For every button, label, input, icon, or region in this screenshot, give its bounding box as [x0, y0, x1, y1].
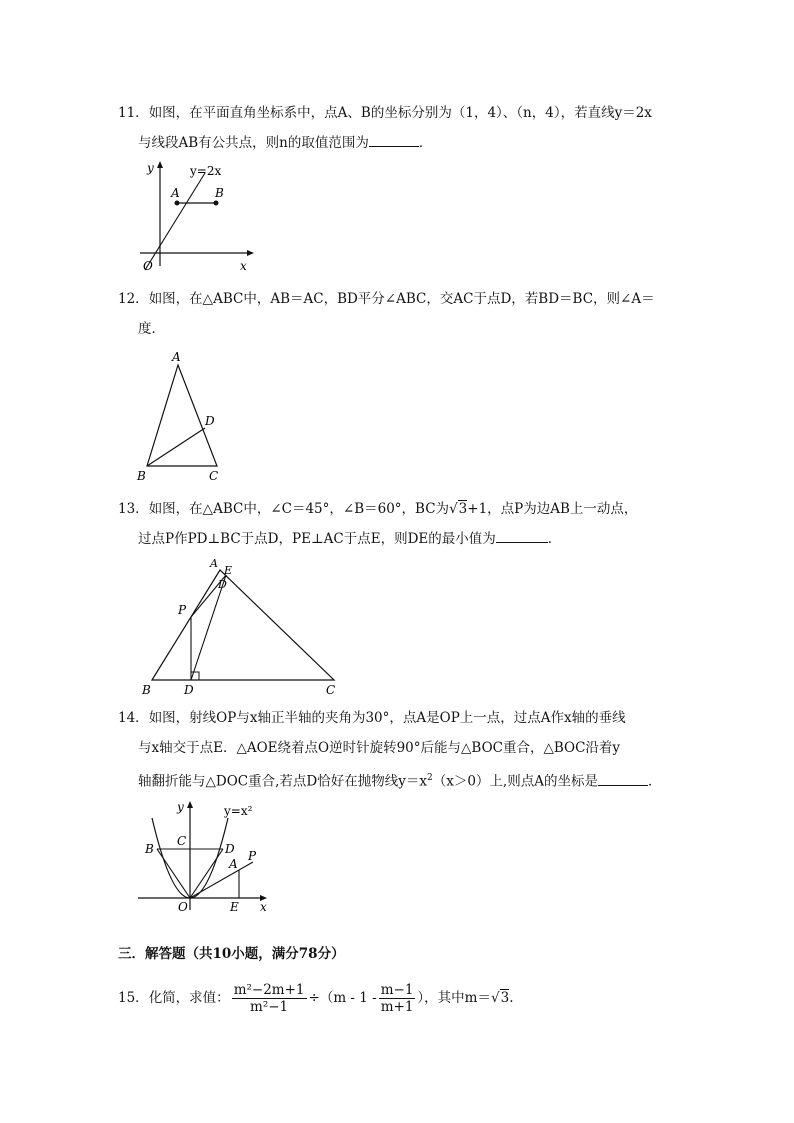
label-c: C [177, 834, 187, 848]
label-o: O [143, 259, 153, 273]
fraction-1 [232, 982, 307, 1015]
question-text-line2: 度． [138, 321, 165, 337]
point-b [214, 201, 219, 206]
label-y: y [147, 161, 154, 175]
question-middle: ÷（m - 1 - [308, 990, 377, 1006]
segment-od [190, 849, 223, 898]
label-e: E [224, 564, 233, 577]
label-curve: y=x² [224, 804, 253, 818]
segment-bd [147, 428, 205, 466]
sqrt-radicand: 3 [458, 501, 468, 517]
figure-q12 [135, 348, 235, 488]
question-number: 11． [118, 105, 149, 121]
fraction-1-numerator: m²−2m+1 [233, 982, 305, 998]
exponent: 2 [426, 773, 433, 783]
question-text-line1b: +1，点P为边AB上一动点， [467, 501, 638, 517]
question-number: 15． [118, 990, 149, 1006]
question-number: 12． [118, 291, 149, 307]
label-y: y [177, 800, 184, 814]
label-o: O [178, 900, 188, 914]
question-text-line1a: 如图，在△ABC中，∠C＝45°，∠B＝60°，BC为 [148, 501, 450, 517]
figure-q14 [135, 798, 280, 918]
question-12 [118, 284, 678, 344]
label-x: x [240, 259, 247, 273]
label-p: P [248, 849, 257, 863]
question-text-line1: 如图，射线OP与x轴正半轴的夹角为30°，点A是OP上一点，过点A作x轴的垂线 [148, 710, 626, 726]
label-d-top: D [218, 578, 227, 591]
label-d: D [205, 414, 215, 428]
y-axis-arrow-icon [157, 161, 163, 168]
question-11 [118, 98, 678, 158]
label-c: C [209, 469, 219, 483]
label-line: y=2x [190, 164, 222, 178]
segment-ob [157, 849, 190, 898]
question-text-line3b: （x＞0）上,则点A的坐标是 [432, 773, 598, 790]
fraction-2 [379, 982, 416, 1015]
question-text-line1: 如图，在平面直角坐标系中，点A、B的坐标分别为（1，4）、（n，4），若直线y＝2x [148, 105, 652, 121]
ray-op [190, 862, 253, 898]
triangle-abc [152, 570, 334, 680]
label-b: B [137, 469, 146, 483]
label-a: A [229, 857, 238, 871]
punctuation: ． [547, 531, 562, 547]
question-15 [118, 982, 678, 1015]
punctuation: ． [418, 135, 433, 151]
label-c: C [326, 683, 336, 697]
label-b: B [145, 842, 154, 856]
label-a: A [171, 186, 180, 200]
label-x: x [260, 900, 267, 914]
question-lead: 化简，求值： [148, 990, 230, 1006]
question-end: . [509, 990, 514, 1006]
label-b: B [215, 186, 224, 200]
answer-blank[interactable] [598, 769, 648, 786]
label-d: D [225, 842, 235, 856]
question-text-line2: 与x轴交于点E．△AOE绕着点O逆时针旋转90°后能与△BOC重合，△BOC沿着y [138, 740, 621, 756]
label-b: B [142, 683, 151, 697]
label-a: A [172, 350, 181, 364]
label-d: D [184, 683, 194, 697]
x-axis-arrow-icon [247, 250, 254, 256]
question-text-line3a: 轴翻折能与△DOC重合,若点D恰好在抛物线y＝x [138, 773, 427, 790]
sqrt-symbol: √ [490, 990, 500, 1006]
question-text-line2: 与线段AB有公共点，则n的取值范围为 [138, 135, 369, 151]
sqrt-radicand: 3 [500, 990, 510, 1006]
figure-q11 [135, 158, 260, 278]
question-text-line2: 过点P作PD⊥BC于点D，PE⊥AC于点E，则DE的最小值为 [138, 531, 496, 547]
answer-blank[interactable] [496, 526, 548, 543]
y-axis-arrow-icon [187, 801, 193, 808]
label-e: E [230, 900, 239, 914]
question-number: 14． [118, 710, 149, 726]
question-text-line1: 如图，在△ABC中，AB＝AC，BD平分∠ABC，交AC于点D，若BD＝BC，则∠A＝ [148, 291, 655, 307]
answer-blank[interactable] [369, 130, 419, 147]
section-heading: 三．解答题（共10小题，满分78分） [118, 946, 345, 962]
label-p: P [178, 603, 187, 617]
question-after: ），其中m＝ [417, 990, 491, 1006]
label-a: A [210, 557, 218, 570]
punctuation: ． [647, 773, 662, 790]
fraction-1-denominator: m²−1 [250, 999, 289, 1015]
point-a [175, 201, 180, 206]
question-number: 13． [118, 501, 149, 517]
question-14 [118, 703, 678, 797]
sqrt-symbol: √ [449, 501, 458, 517]
figure-q13 [138, 556, 348, 698]
fraction-2-denominator: m+1 [380, 999, 414, 1015]
fraction-2-numerator: m−1 [380, 982, 414, 998]
question-13 [118, 494, 678, 554]
